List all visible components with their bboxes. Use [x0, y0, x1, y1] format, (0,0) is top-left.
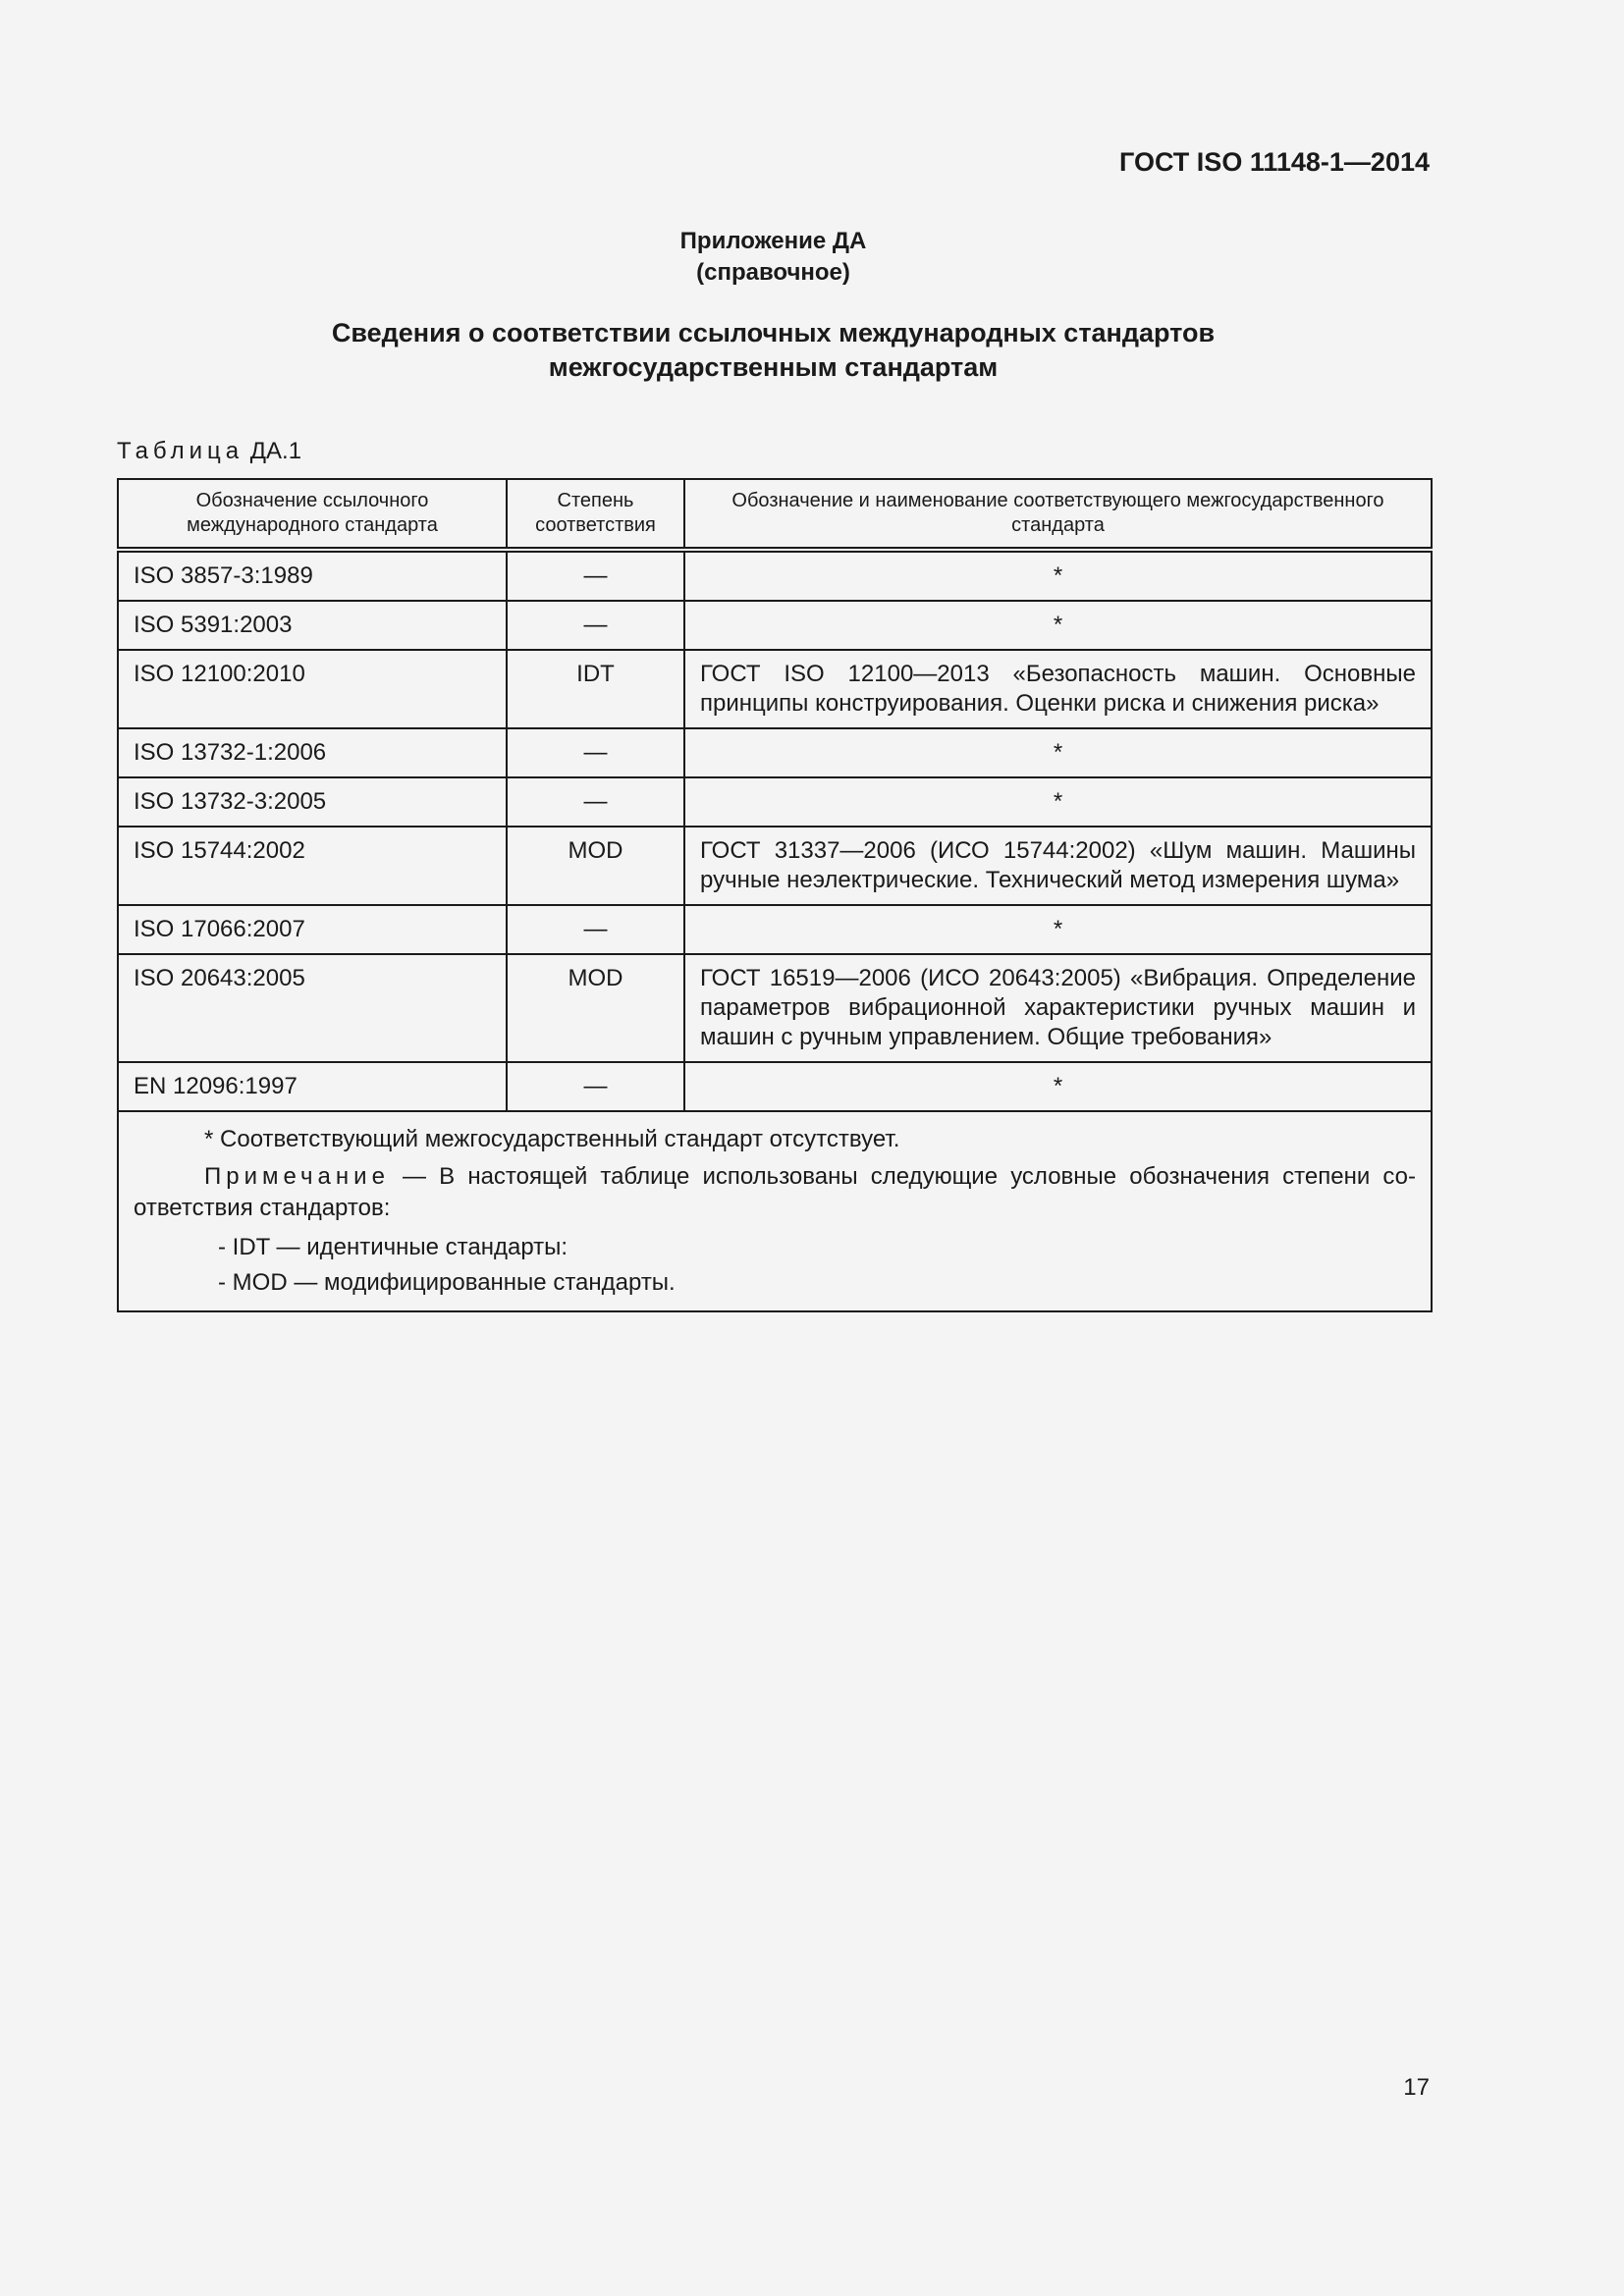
- document-code: ГОСТ ISO 11148-1—2014: [1119, 147, 1430, 177]
- cell-reference: ISO 5391:2003: [118, 601, 507, 650]
- cell-gost: ГОСТ 16519—2006 (ИСО 20643:2005) «Вибрация. Определение параметров вибрационной характеристики ручных машин и машин с ручным управлением. Общие требования»: [684, 954, 1432, 1062]
- table-notes: [118, 1111, 1432, 1311]
- table-row: [118, 550, 1432, 601]
- cell-degree: —: [507, 905, 684, 954]
- cell-degree: —: [507, 601, 684, 650]
- table-row: [118, 827, 1432, 905]
- table-row: [118, 728, 1432, 777]
- cell-degree: MOD: [507, 827, 684, 905]
- section-title: [117, 316, 1430, 385]
- cell-gost: ГОСТ 31337—2006 (ИСО 15744:2002) «Шум машин. Машины ручные неэлектрические. Технический метод измерения шума»: [684, 827, 1432, 905]
- table-row: [118, 777, 1432, 827]
- table-footnote: * Соответствующий межгосударственный стандарт отсутствует.: [204, 1126, 900, 1152]
- table-caption: [117, 438, 301, 465]
- cell-gost: *: [684, 777, 1432, 827]
- cell-reference: ISO 3857-3:1989: [118, 550, 507, 601]
- note-list-item: - MOD — модифицированные стандарты.: [218, 1269, 676, 1296]
- cell-degree: —: [507, 728, 684, 777]
- table-row: [118, 1062, 1432, 1111]
- cell-degree: —: [507, 1062, 684, 1111]
- cell-degree: MOD: [507, 954, 684, 1062]
- column-header-reference: Обозначение ссылочного международного стандарта: [118, 479, 507, 550]
- cell-gost: *: [684, 601, 1432, 650]
- section-title-line-2: межгосударственным стандартам: [548, 352, 999, 382]
- cell-reference: EN 12096:1997: [118, 1062, 507, 1111]
- note-list-item: - IDT — идентичные стандарты:: [218, 1234, 568, 1260]
- cell-reference: ISO 15744:2002: [118, 827, 507, 905]
- cell-degree: —: [507, 777, 684, 827]
- cell-degree: —: [507, 550, 684, 601]
- cell-gost: *: [684, 550, 1432, 601]
- correspondence-table: [117, 478, 1433, 1312]
- note-label: Примечание: [204, 1163, 390, 1190]
- table-row: [118, 601, 1432, 650]
- table-note: [134, 1161, 1416, 1224]
- cell-reference: ISO 13732-3:2005: [118, 777, 507, 827]
- section-title-line-1: Сведения о соответствии ссылочных международных стандартов: [331, 318, 1216, 347]
- table-caption-label: Таблица: [117, 438, 244, 464]
- cell-reference: ISO 13732-1:2006: [118, 728, 507, 777]
- cell-gost: *: [684, 1062, 1432, 1111]
- appendix-subtitle: (справочное): [696, 259, 850, 286]
- table-header-row: [118, 479, 1432, 550]
- cell-reference: ISO 17066:2007: [118, 905, 507, 954]
- appendix-heading: [117, 226, 1430, 289]
- cell-gost: *: [684, 728, 1432, 777]
- note-text: — В настоящей таблице использованы следующие условные обозначения степени соответствия стандартов:: [134, 1163, 1416, 1221]
- table-row: [118, 954, 1432, 1062]
- table-caption-number: ДА.1: [249, 438, 302, 464]
- table-row: [118, 650, 1432, 728]
- cell-reference: ISO 20643:2005: [118, 954, 507, 1062]
- page-number: 17: [1403, 2074, 1430, 2101]
- column-header-degree: Степень соответствия: [507, 479, 684, 550]
- cell-gost: *: [684, 905, 1432, 954]
- cell-gost: ГОСТ ISO 12100—2013 «Безопасность машин. Основные принципы конструирования. Оценки риска и снижения риска»: [684, 650, 1432, 728]
- table-notes-row: [118, 1111, 1432, 1311]
- cell-degree: IDT: [507, 650, 684, 728]
- appendix-title: Приложение ДА: [679, 228, 867, 254]
- table-row: [118, 905, 1432, 954]
- column-header-gost: Обозначение и наименование соответствующего межгосударственного стандарта: [684, 479, 1432, 550]
- cell-reference: ISO 12100:2010: [118, 650, 507, 728]
